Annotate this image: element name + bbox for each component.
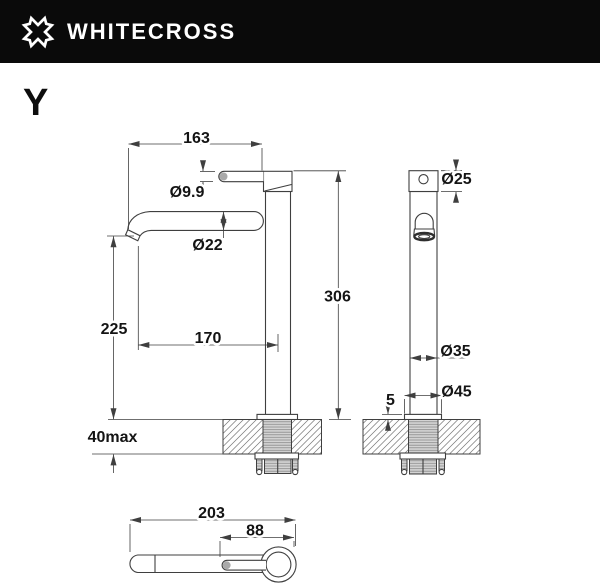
side-stud-ball-right xyxy=(439,469,444,474)
front-stud-left xyxy=(257,459,263,471)
dim-side-base-dia: Ø45 xyxy=(441,383,472,401)
dim-front-handle-dia: Ø9.9 xyxy=(169,184,205,201)
dim-side-body-dia: Ø35 xyxy=(440,343,471,360)
dim-top-total-length: 203 xyxy=(198,505,225,522)
front-body-column xyxy=(266,192,291,417)
top-view xyxy=(130,547,296,582)
side-outlet-hole xyxy=(419,235,430,239)
front-threaded-shank xyxy=(263,420,292,454)
side-threaded-shank xyxy=(409,420,439,454)
front-washer xyxy=(255,453,299,459)
front-stud-right xyxy=(293,459,299,471)
front-countertop-left xyxy=(223,420,263,455)
front-stud-ball-left xyxy=(257,469,262,474)
front-stud-ball-right xyxy=(293,469,298,474)
dim-side-total-height: 306 xyxy=(324,288,351,306)
brand-name: WHITECROSS xyxy=(67,18,237,44)
front-spout xyxy=(128,212,264,236)
side-countertop-right xyxy=(438,420,480,455)
side-aerator-dome xyxy=(415,213,433,229)
side-stud-right xyxy=(439,459,445,471)
whitecross-x-logo-icon xyxy=(18,12,58,52)
front-countertop-right xyxy=(292,420,322,455)
dim-front-spout-length: 163 xyxy=(183,130,210,147)
side-view xyxy=(363,171,480,475)
top-handle-tip xyxy=(223,561,231,569)
top-body-inner xyxy=(266,552,291,577)
brand-header xyxy=(0,0,600,63)
side-washer xyxy=(400,453,446,459)
dim-front-counter-thickness: 40max xyxy=(87,429,138,446)
front-base-flange xyxy=(257,414,298,419)
side-stud-ball-left xyxy=(402,469,407,474)
dim-side-flange-height: 5 xyxy=(386,392,395,409)
variant-label: Y xyxy=(23,82,49,124)
side-countertop-left xyxy=(363,420,409,455)
front-top-cap xyxy=(264,171,293,191)
dim-front-spout-dia: Ø22 xyxy=(192,237,223,254)
side-base-flange xyxy=(405,414,442,419)
dim-side-cap-dia: Ø25 xyxy=(441,170,472,188)
front-handle-tip xyxy=(220,173,228,181)
side-dimensions xyxy=(294,162,472,429)
side-handle-hub xyxy=(419,175,428,184)
technical-drawing xyxy=(0,63,600,586)
dim-front-spout-reach: 170 xyxy=(194,330,222,347)
dim-front-spout-height: 225 xyxy=(100,321,128,338)
side-stud-left xyxy=(402,459,408,471)
dim-top-handle-length: 88 xyxy=(246,522,264,540)
